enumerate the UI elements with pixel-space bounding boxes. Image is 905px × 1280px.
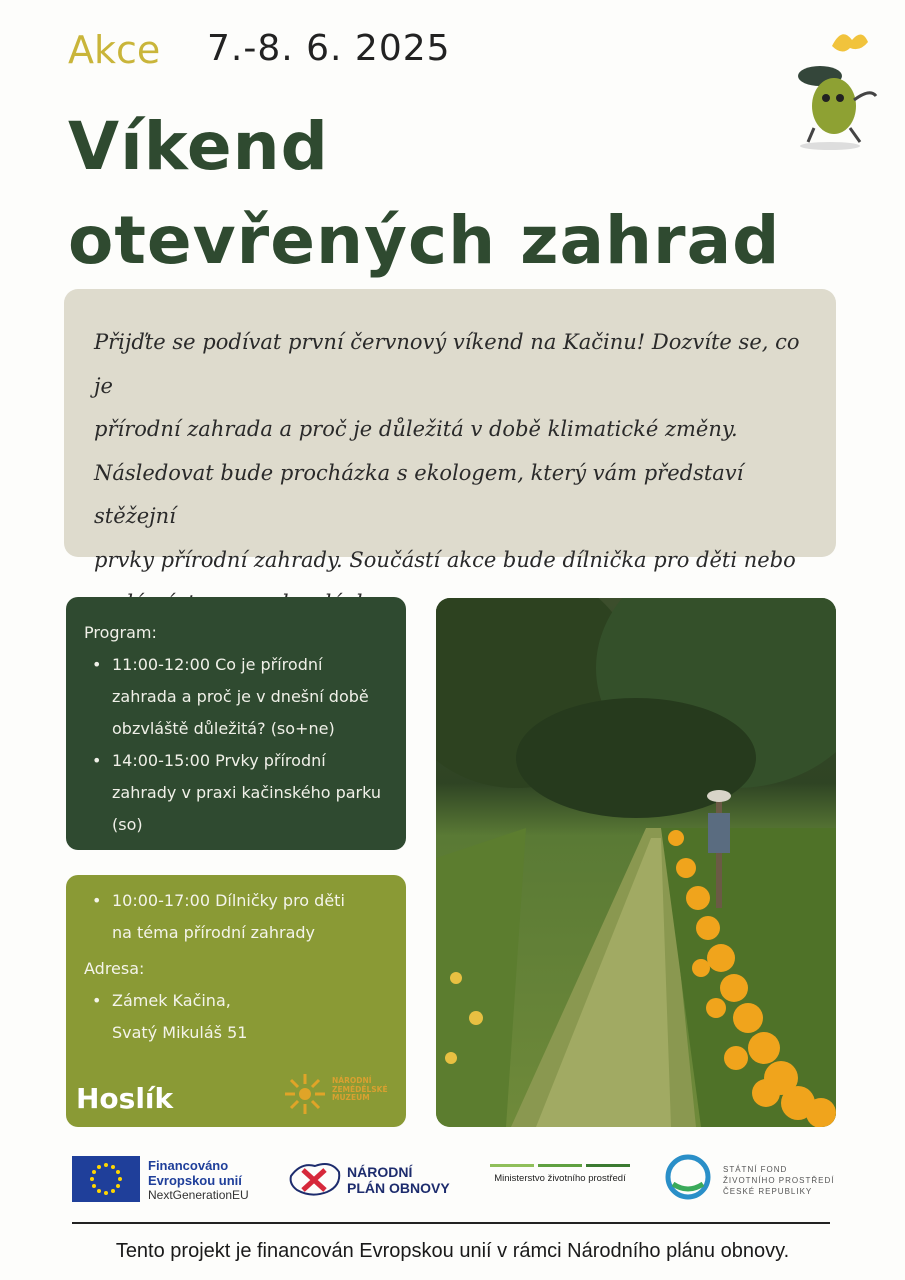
museum-sun-icon <box>282 1071 328 1117</box>
intro-line: prvky přírodní zahrady. Součástí akce bude dílnička pro děti nebo <box>94 547 796 572</box>
eu-line: Financováno <box>148 1158 229 1173</box>
npo-line: PLÁN OBNOVY <box>347 1180 450 1196</box>
program-heading: Program: <box>84 623 157 642</box>
workshop-line: • 10:00-17:00 Dílničky pro děti <box>112 891 345 910</box>
program-item-line: (so) <box>112 815 143 834</box>
museum-line: MUZEUM <box>332 1093 370 1102</box>
address-line: Svatý Mikuláš 51 <box>112 1023 248 1042</box>
sfzp-circle-icon <box>665 1154 711 1200</box>
workshop-line: na téma přírodní zahrady <box>112 923 315 942</box>
npo-line: NÁRODNÍ <box>347 1164 413 1180</box>
museum-logo <box>282 1071 392 1119</box>
program-list <box>84 649 388 841</box>
intro-line: Následovat bude procházka s ekologem, který vám představí stěžejní <box>94 460 744 528</box>
funding-logos <box>0 1150 905 1210</box>
program-item-line: obzvláště důležitá? (so+ne) <box>112 719 335 738</box>
npo-czech-map-icon <box>287 1156 343 1202</box>
workshop-list <box>84 885 388 949</box>
program-box <box>66 597 406 850</box>
mascot-illustration <box>790 18 880 153</box>
sfzp-line: STÁTNÍ FOND <box>723 1165 788 1174</box>
page-title <box>68 100 780 288</box>
museum-name <box>332 1077 388 1103</box>
sfzp-line: ČESKÉ REPUBLIKY <box>723 1187 813 1196</box>
hoslik-logo: Hoslík <box>76 1082 174 1115</box>
sfzp-logo <box>665 1154 845 1204</box>
eu-line: Evropskou unií <box>148 1173 242 1188</box>
intro-line: přírodní zahrada a proč je důležitá v době klimatické změny. <box>94 417 738 441</box>
program-item <box>84 745 388 841</box>
workshop-item <box>84 885 388 949</box>
title-line-2: otevřených zahrad <box>68 202 781 279</box>
program-item <box>84 649 388 745</box>
intro-box <box>64 289 836 572</box>
eu-logo <box>72 1156 252 1206</box>
garden-photo <box>436 598 836 1127</box>
event-date: 7.-8. 6. 2025 <box>207 28 451 69</box>
npo-logo <box>287 1156 467 1202</box>
mzp-bars <box>490 1164 630 1167</box>
program-item-line: zahrada a proč je v dnešní době <box>112 687 369 706</box>
address-heading: Adresa: <box>84 959 145 978</box>
mzp-logo <box>490 1164 630 1194</box>
footer-divider <box>72 1222 830 1224</box>
workshop-box <box>66 875 406 1127</box>
mzp-text: Ministerstvo životního prostředí <box>494 1173 626 1184</box>
footer-text: Tento projekt je financován Evropskou unií v rámci Národního plánu obnovy. <box>115 1240 790 1262</box>
address-item <box>84 985 388 1049</box>
address-list <box>84 985 388 1049</box>
intro-line: Přijďte se podívat první červnový víkend na Kačinu! Dozvíte se, co je <box>94 330 800 398</box>
eu-flag-icon <box>72 1156 140 1202</box>
title-line-1: Víkend <box>68 108 329 185</box>
sfzp-line: ŽIVOTNÍHO PROSTŘEDÍ <box>723 1176 835 1185</box>
sfzp-text <box>723 1164 834 1197</box>
museum-line: NÁRODNÍ <box>332 1076 372 1085</box>
npo-text <box>347 1164 450 1196</box>
program-item-line: • 11:00-12:00 Co je přírodní <box>112 655 323 674</box>
eu-line: NextGenerationEU <box>148 1188 249 1202</box>
program-item-line: • 14:00-15:00 Prvky přírodní <box>112 751 326 770</box>
museum-line: ZEMĚDĚLSKÉ <box>332 1084 388 1094</box>
program-item-line: zahrady v praxi kačinského parku <box>112 783 382 802</box>
eu-text <box>148 1158 249 1203</box>
address-line: • Zámek Kačina, <box>112 991 231 1010</box>
event-label: Akce <box>68 28 161 72</box>
